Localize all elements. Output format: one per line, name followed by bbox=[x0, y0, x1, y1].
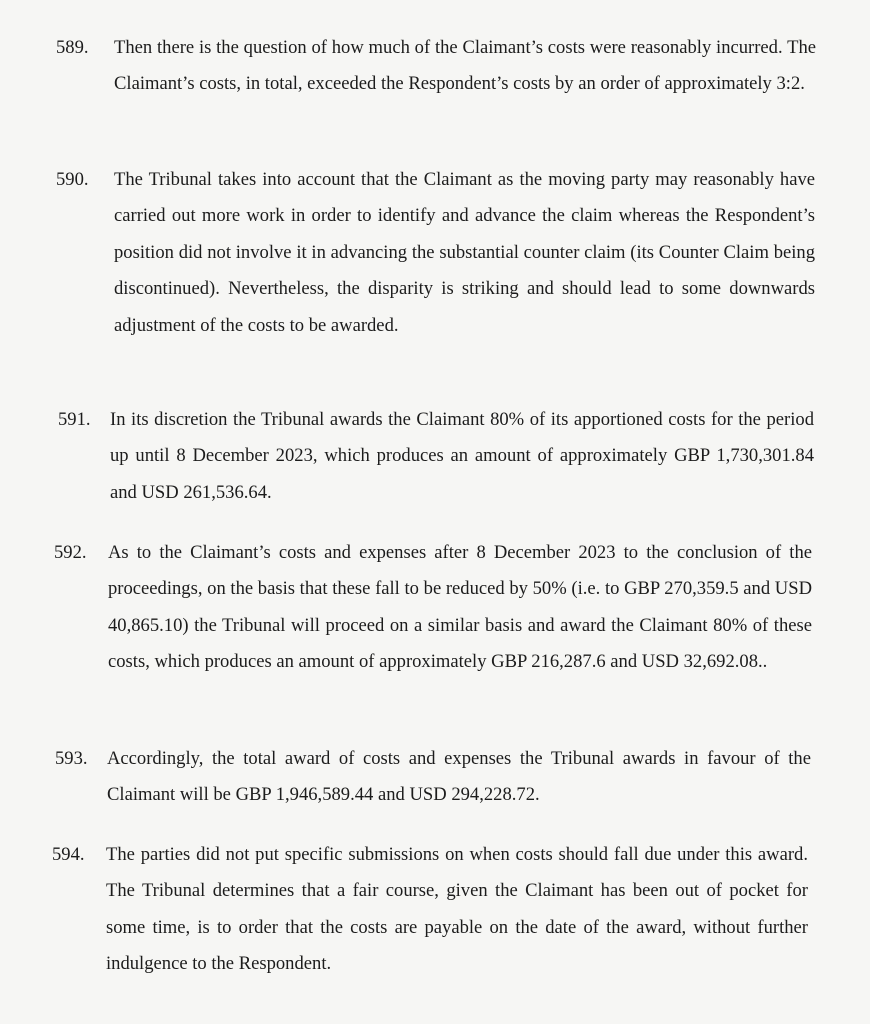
paragraph-number: 592. bbox=[54, 542, 87, 563]
paragraph-589 bbox=[56, 30, 816, 103]
paragraph-text: As to the Claimant’s costs and expenses after 8 December 2023 to the conclusion of the proceedings, on the basis that these fall to be reduced by 50% (i.e. to GBP 270,359.5 and USD 40,865.10) the Tribunal will proceed on a similar basis and award the Claimant 80% of these costs, which produces an amount of approximately GBP 216,287.6 and USD 32,692.08.. bbox=[108, 542, 812, 673]
paragraph-text: Then there is the question of how much of the Claimant’s costs were reasonably incurred. The Claimant’s costs, in total, exceeded the Respondent’s costs by an order of approximately 3:2. bbox=[114, 37, 816, 95]
paragraph-590 bbox=[56, 162, 815, 344]
paragraph-text: In its discretion the Tribunal awards the Claimant 80% of its apportioned costs for the period up until 8 December 2023, which produces an amount of approximately GBP 1,730,301.84 and USD 261,536.64. bbox=[110, 409, 814, 503]
paragraph-594 bbox=[52, 837, 808, 983]
paragraph-593 bbox=[55, 741, 811, 814]
paragraph-number: 589. bbox=[56, 37, 89, 58]
paragraph-text: The parties did not put specific submissions on when costs should fall due under this award. The Tribunal determines that a fair course, given the Claimant has been out of pocket for some time, is to order that the costs are payable on the date of the award, without further indulgence to the Respondent. bbox=[106, 844, 808, 975]
paragraph-592 bbox=[54, 535, 812, 681]
paragraph-number: 591. bbox=[58, 409, 91, 430]
paragraph-number: 593. bbox=[55, 748, 88, 769]
paragraph-591 bbox=[58, 402, 814, 511]
paragraph-number: 594. bbox=[52, 844, 85, 865]
paragraph-text: The Tribunal takes into account that the Claimant as the moving party may reasonably have carried out more work in order to identify and advance the claim whereas the Respondent’s position did not involve it in advancing the substantial counter claim (its Counter Claim being discontinued). Nevertheless, the disparity is striking and should lead to some downwards adjustment of the costs to be awarded. bbox=[114, 169, 815, 336]
paragraph-text: Accordingly, the total award of costs and expenses the Tribunal awards in favour of the Claimant will be GBP 1,946,589.44 and USD 294,228.72. bbox=[107, 748, 811, 806]
paragraph-number: 590. bbox=[56, 169, 89, 190]
